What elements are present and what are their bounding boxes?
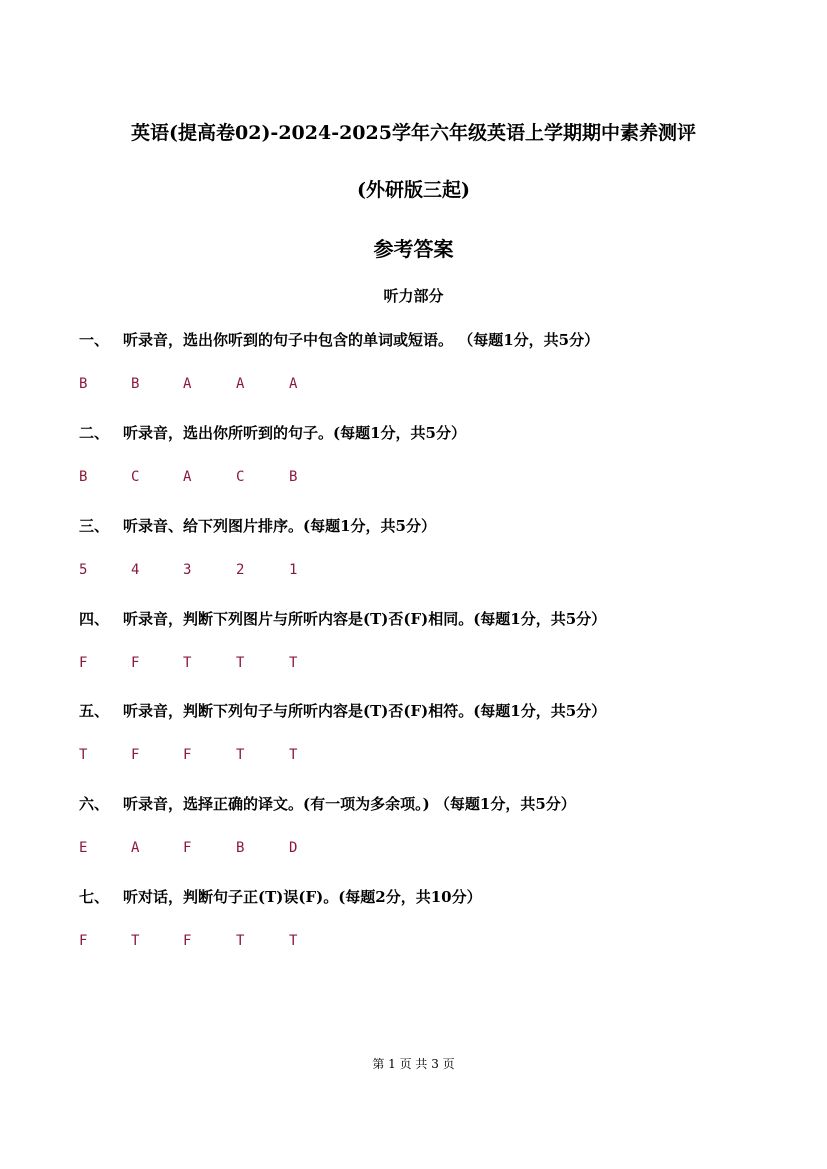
question-instruction: 听录音，选出你所听到的句子。(每题1分，共5分） bbox=[123, 424, 466, 442]
question-heading bbox=[79, 885, 779, 909]
answer-item: T bbox=[236, 655, 245, 671]
answer-item: T bbox=[289, 747, 298, 763]
question-instruction: 听录音、给下列图片排序。(每题1分，共5分） bbox=[123, 517, 436, 535]
answer-item: B bbox=[131, 376, 140, 392]
answer-item: F bbox=[183, 933, 192, 949]
question-heading bbox=[79, 792, 779, 816]
answer-item: C bbox=[236, 469, 245, 485]
answer-item: 2 bbox=[236, 562, 245, 578]
answer-row bbox=[79, 376, 779, 396]
question-heading bbox=[79, 607, 779, 631]
answer-item: A bbox=[183, 469, 192, 485]
answer-key-heading: 参考答案 bbox=[373, 237, 454, 261]
question-number: 四、 bbox=[79, 610, 110, 628]
question-section-7 bbox=[79, 885, 779, 953]
answer-item: B bbox=[236, 840, 245, 856]
answer-item: 5 bbox=[79, 562, 88, 578]
question-section-2 bbox=[79, 421, 779, 489]
answer-row bbox=[79, 469, 779, 489]
answer-row bbox=[79, 933, 779, 953]
question-section-6 bbox=[79, 792, 779, 860]
answer-item: A bbox=[183, 376, 192, 392]
answer-item: F bbox=[183, 840, 192, 856]
answer-item: 3 bbox=[183, 562, 192, 578]
answer-item: B bbox=[79, 469, 88, 485]
answer-item: F bbox=[131, 747, 140, 763]
answer-item: A bbox=[289, 376, 298, 392]
answer-item: A bbox=[236, 376, 245, 392]
answer-item: F bbox=[79, 933, 88, 949]
question-heading bbox=[79, 514, 779, 538]
answer-row bbox=[79, 655, 779, 675]
question-instruction: 听录音，选择正确的译文。(有一项为多余项。) （每题1分，共5分） bbox=[123, 795, 576, 813]
question-instruction: 听录音，判断下列句子与所听内容是(T)否(F)相符。(每题1分，共5分） bbox=[123, 702, 607, 720]
question-number: 五、 bbox=[79, 702, 110, 720]
question-instruction: 听对话，判断句子正(T)误(F)。(每题2分，共10分） bbox=[123, 888, 482, 906]
question-number: 七、 bbox=[79, 888, 110, 906]
question-instruction: 听录音，判断下列图片与所听内容是(T)否(F)相同。(每题1分，共5分） bbox=[123, 610, 607, 628]
answer-item: C bbox=[131, 469, 140, 485]
answer-item: 4 bbox=[131, 562, 140, 578]
question-section-4 bbox=[79, 607, 779, 675]
answer-item: 1 bbox=[289, 562, 298, 578]
answer-row bbox=[79, 747, 779, 767]
question-heading bbox=[79, 421, 779, 445]
question-heading bbox=[79, 699, 779, 723]
answer-item: T bbox=[289, 933, 298, 949]
question-section-1 bbox=[79, 328, 779, 396]
page-number-footer: 第 1 页 共 3 页 bbox=[372, 1057, 455, 1071]
answer-item: T bbox=[79, 747, 88, 763]
answer-item: E bbox=[79, 840, 88, 856]
question-heading bbox=[79, 328, 779, 352]
answer-item: T bbox=[131, 933, 140, 949]
answer-item: F bbox=[183, 747, 192, 763]
answer-item: T bbox=[236, 933, 245, 949]
answer-item: F bbox=[79, 655, 88, 671]
question-instruction: 听录音，选出你听到的句子中包含的单词或短语。 （每题1分，共5分） bbox=[123, 331, 600, 349]
edition-label: (外研版三起) bbox=[357, 179, 470, 201]
answer-item: F bbox=[131, 655, 140, 671]
answer-item: B bbox=[289, 469, 298, 485]
answer-item: D bbox=[289, 840, 298, 856]
question-number: 二、 bbox=[79, 424, 110, 442]
answer-item: A bbox=[131, 840, 140, 856]
answer-row bbox=[79, 562, 779, 582]
question-section-5 bbox=[79, 699, 779, 767]
question-number: 一、 bbox=[79, 331, 110, 349]
answer-row bbox=[79, 840, 779, 860]
answer-item: T bbox=[289, 655, 298, 671]
answer-item: T bbox=[183, 655, 192, 671]
question-section-3 bbox=[79, 514, 779, 582]
answer-item: T bbox=[236, 747, 245, 763]
document-title: 英语(提高卷02)-2024-2025学年六年级英语上学期期中素养测评 bbox=[131, 122, 696, 144]
answer-item: B bbox=[79, 376, 88, 392]
question-number: 六、 bbox=[79, 795, 110, 813]
listening-part-heading: 听力部分 bbox=[383, 287, 444, 305]
question-number: 三、 bbox=[79, 517, 110, 535]
